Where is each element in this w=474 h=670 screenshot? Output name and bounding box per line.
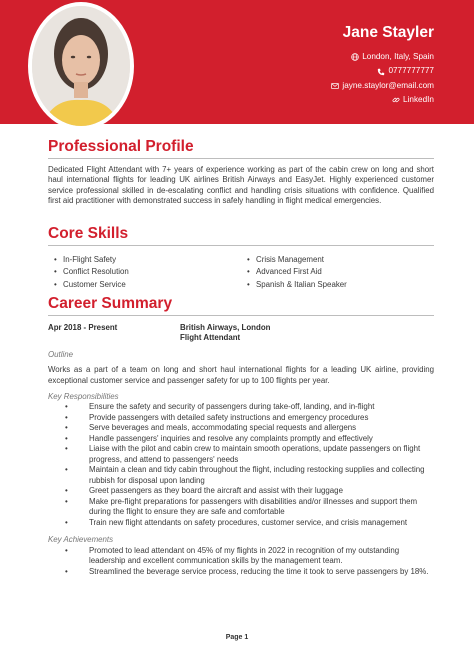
skill-item: • Conflict Resolution [48, 266, 241, 278]
linkedin-link: LinkedIn [403, 95, 434, 105]
list-item: • Provide passengers with detailed safety instructions and emergency procedures [48, 413, 434, 424]
header-banner [0, 0, 474, 124]
list-item: • Greet passengers as they board the aircraft and assist with their luggage [48, 486, 434, 497]
list-item: • Make pre-flight preparations for passengers with disabilities and/or illnesses and support them during the flight to ensure they are safe and comfortable [48, 497, 434, 518]
candidate-name: Jane Stayler [342, 24, 434, 41]
responsibilities-label: Key Responsibilities [48, 392, 119, 402]
skill-item: • Spanish & Italian Speaker [241, 279, 434, 291]
section-title-career: Career Summary [48, 294, 434, 316]
phone-text: 0777777777 [388, 66, 434, 76]
section-title-skills: Core Skills [48, 224, 434, 246]
list-item: • Ensure the safety and security of passengers during take-off, landing, and in-flight [48, 402, 434, 413]
career-section [48, 294, 434, 577]
job-company: British Airways, London [180, 323, 271, 332]
list-item: • Maintain a clean and tidy cabin throughout the flight, including restocking supplies and collecting rubbish for disposal upon landing [48, 465, 434, 486]
page-number: Page 1 [225, 634, 249, 641]
email-icon [331, 82, 339, 90]
list-item: • Serve beverages and meals, accommodating special requests and allergens [48, 423, 434, 434]
skills-column-right [241, 254, 434, 291]
job-dates: Apr 2018 - Present [48, 323, 118, 332]
contact-email[interactable] [331, 79, 434, 93]
skill-item: • In-Flight Safety [48, 254, 241, 266]
contact-linkedin[interactable] [331, 93, 434, 107]
section-title-profile: Professional Profile [48, 137, 434, 159]
job-employer [180, 323, 270, 344]
skill-item: • Advanced First Aid [241, 266, 434, 278]
list-item: • Train new flight attendants on safety procedures, customer service, and crisis management [48, 518, 434, 529]
profile-summary: Dedicated Flight Attendant with 7+ years of experience working as part of the cabin crew on long and short haul international flights for leading UK airlines British Airways and EasyJet. Highly experienced customer service professional skilled in de-escalating conflict and handling crisis situations with confidence. Qualified first aid practitioner with demonstrated success in safely handling in flight medical emergencies. [48, 165, 434, 206]
achievements-list [48, 546, 434, 578]
globe-icon [351, 53, 359, 61]
contact-location [331, 50, 434, 64]
list-item: • Streamlined the beverage service process, reducing the time it took to serve passengers by 18%. [48, 567, 434, 578]
job-role: Flight Attendant [180, 333, 241, 343]
portrait-image [32, 6, 130, 126]
skills-list [48, 254, 434, 291]
email-text: jayne.staylor@email.com [342, 80, 434, 90]
link-icon [392, 96, 400, 104]
outline-label: Outline [48, 349, 74, 359]
job-header [48, 323, 434, 344]
skill-item: • Customer Service [48, 279, 241, 291]
list-item: • Liaise with the pilot and cabin crew to maintain smooth operations, update passengers on flight progress, and attend to passengers' needs [48, 444, 434, 465]
skills-column-left [48, 254, 241, 291]
skills-section [48, 224, 434, 291]
job-outline: Works as a part of a team on long and short haul international flights for a leading UK airline, providing exceptional customer service and passenger safety for up to 100 flights per year. [48, 365, 434, 385]
list-item: • Promoted to lead attendant on 45% of my flights in 2022 in recognition of my outstanding leadership and excellent communication skills by the management team. [48, 546, 434, 567]
skill-item: • Crisis Management [241, 254, 434, 266]
contact-details [331, 50, 434, 108]
location-text: London, Italy, Spain [362, 52, 434, 61]
phone-icon [377, 68, 385, 76]
responsibilities-list [48, 402, 434, 528]
profile-photo [28, 2, 134, 130]
list-item: • Handle passengers' inquiries and resolve any complaints promptly and effectively [48, 434, 434, 445]
profile-section [48, 137, 434, 207]
achievements-label: Key Achievements [48, 535, 114, 545]
contact-phone[interactable] [331, 64, 434, 78]
